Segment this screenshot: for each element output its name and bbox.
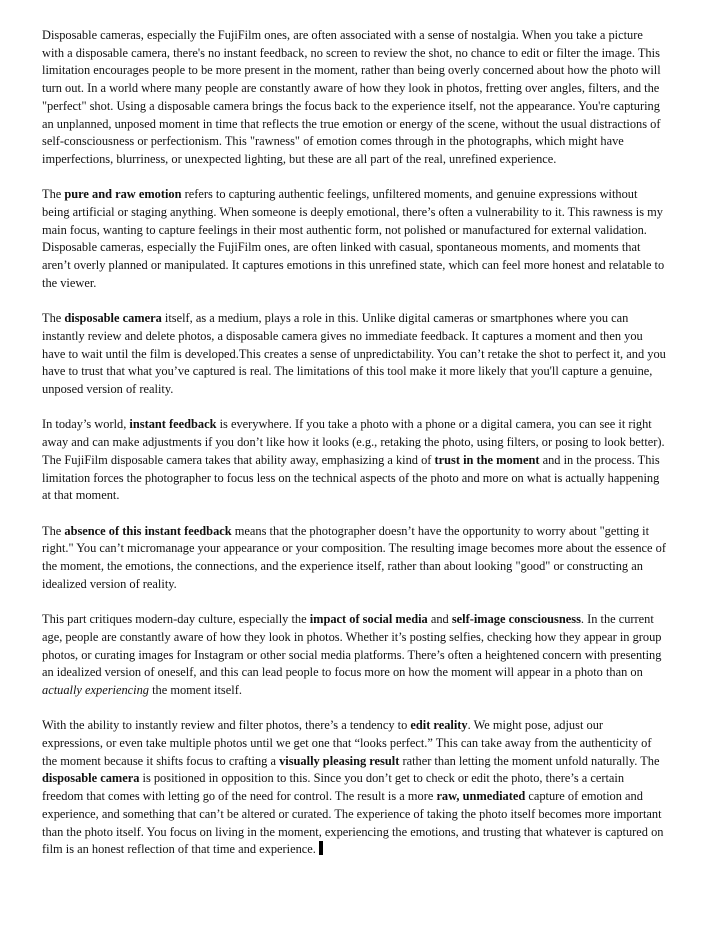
bold-phrase: raw, unmediated [436, 789, 526, 804]
text-run: capture of emotion and experience, and something that can’t be altered or curated. The experience of taking the photo itself becomes more important than the photo itself. You focus on living in the moment, experiencing the emotions, and trusting that whatever is captured on film is an honest reflection of that time and experience. [42, 789, 664, 857]
text-run: Disposable cameras, especially the FujiFilm ones, are often associated with a sense of nostalgia. When you take a picture with a disposable camera, there's no instant feedback, no screen to review the shot, no chance to edit or filter the image. This limitation encourages people to be more present in the moment, rather than being overly concerned about how the photo will turn out. In a world where many people are constantly aware of how they look in photos, fretting over angles, filters, and the "perfect" shot. Using a disposable camera brings the focus back to the experience itself, not the appearance. You're capturing an unplanned, unposed moment in time that reflects the true emotion or energy of the scene, without the usual distractions of self-consciousness or perfectionism. This "rawness" of emotion comes through in the photographs, which might have imperfections, blurriness, or unexpected lighting, but these are all part of the real, unrefined experience. [42, 28, 661, 166]
text-run: and [427, 612, 452, 627]
text-run: The [42, 311, 65, 326]
bold-phrase: pure and raw emotion [64, 187, 182, 202]
bold-phrase: instant feedback [129, 417, 217, 432]
bold-phrase: visually pleasing result [279, 753, 400, 768]
text-run: and in the process. This limitation forces the photographer to focus less on the technical aspects of the photo and more on what is actually happening at that moment. [42, 452, 660, 503]
text-cursor [319, 841, 323, 855]
text-run: The [42, 523, 65, 538]
text-run: In today’s world, [42, 417, 130, 432]
text-run: . In the current age, people are constantly aware of how they look in photos. Whether it’s posting selfies, checking how they appear in group photos, or curating images for Instagram or other social media platforms. There’s often a heightened concern with presenting an idealized version of oneself, and this can lead people to focus more on how the moment will appear in a photo than on [42, 612, 662, 680]
text-run: is positioned in opposition to this. Since you don’t get to check or edit the photo, there’s a certain freedom that comes with letting go of the need for control. The result is a more [42, 771, 625, 804]
bold-phrase: trust in the moment [434, 452, 540, 467]
paragraph-6 [42, 611, 667, 700]
bold-phrase: disposable camera [64, 311, 162, 326]
paragraph-4 [42, 416, 667, 505]
bold-phrase: absence of this instant feedback [64, 523, 232, 538]
text-run: The [42, 187, 65, 202]
paragraph-1 [42, 27, 667, 169]
paragraph-2 [42, 186, 667, 292]
text-run: the moment itself. [149, 682, 242, 697]
document-body[interactable] [42, 27, 667, 877]
bold-phrase: impact of social media [309, 612, 428, 627]
text-run: rather than letting the moment unfold naturally. The [399, 753, 660, 768]
bold-phrase: edit reality [410, 718, 468, 733]
paragraph-5 [42, 523, 667, 594]
text-run: means that the photographer doesn’t have the opportunity to worry about "getting it right." You can’t micromanage your appearance or your composition. The resulting image becomes more about the essence of the moment, the emotions, the connections, and the experience itself, rather than about looking "good" or constructing an idealized version of reality. [42, 523, 666, 591]
bold-phrase: disposable camera [42, 771, 140, 786]
text-run: itself, as a medium, plays a role in this. Unlike digital cameras or smartphones where you can instantly review and delete photos, a disposable camera gives no immediate feedback. It captures a moment and then you have to wait until the film is developed.This creates a sense of unpredictability. You can’t retake the shot to perfect it, and you have to trust that what you’ve captured is real. The limitations of this tool make it more likely that you'll capture a genuine, unposed version of reality. [42, 311, 666, 397]
paragraph-3 [42, 310, 667, 399]
text-run: refers to capturing authentic feelings, unfiltered moments, and genuine expressions without being artificial or staging anything. When someone is deeply emotional, there’s often a vulnerability to it. This rawness is my main focus, wanting to capture feelings in their most authentic form, not polished or manufactured for external validation. Disposable cameras, especially the FujiFilm ones, are often linked with casual, spontaneous moments, and moments that aren’t overly planned or manipulated. It captures emotions in this unrefined state, which can feel more honest and relatable to the viewer. [42, 187, 665, 290]
bold-phrase: self-image consciousness [451, 612, 581, 627]
text-run: With the ability to instantly review and filter photos, there’s a tendency to [42, 718, 411, 733]
paragraph-7 [42, 717, 667, 859]
text-run: This part critiques modern-day culture, especially the [42, 612, 310, 627]
italic-phrase: actually experiencing [42, 682, 149, 697]
text-run: is everywhere. If you take a photo with a phone or a digital camera, you can see it right away and can make adjustments if you don’t like how it looks (e.g., retaking the photo, using filters, or posing to look better). The FujiFilm disposable camera takes that ability away, emphasizing a kind of [42, 417, 665, 467]
text-run: . We might pose, adjust our expressions, or even take multiple photos until we get one that “looks perfect.” This can take away from the authenticity of the moment because it shifts focus to crafting a [42, 718, 652, 768]
